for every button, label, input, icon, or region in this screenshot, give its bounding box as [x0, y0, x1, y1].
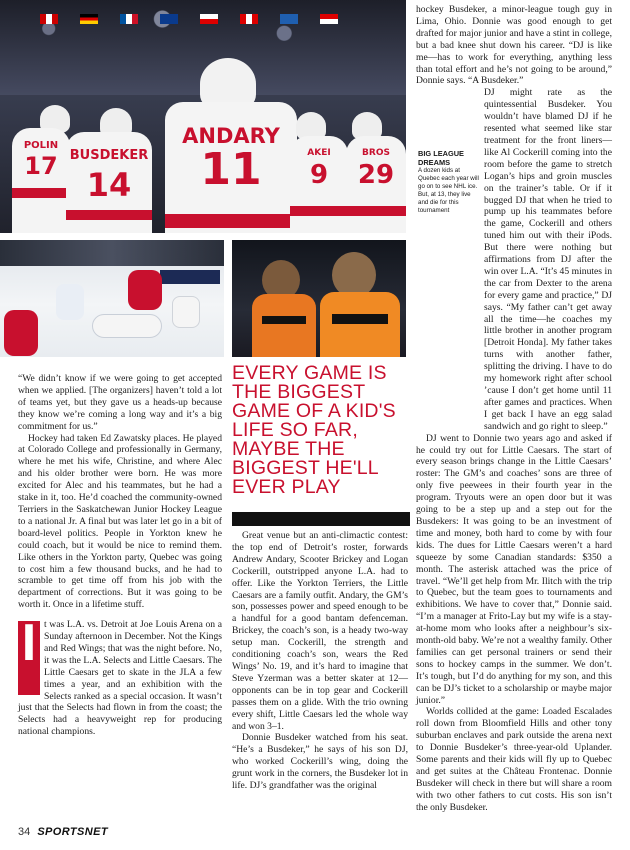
drop-cap: I	[18, 621, 40, 695]
flag-icon	[40, 14, 58, 24]
flag-icon	[240, 14, 258, 24]
flag-icon	[200, 14, 218, 24]
jersey: AKEI 9	[290, 136, 348, 233]
caption-text: A dozen kids at Quebec each year will go on to see NHL ice. But, at 13, they live and die for this tournament	[418, 167, 479, 215]
paragraph: Great venue but an anti-climactic contest: the top end of Detroit’s roster, forwards Andrew Andary, Scooter Brickey and Logan Cockerill, outstripped anyone L.A. had to offer. Like the Yorkton Terriers, the Little Caesars are a family outfit. Andary, the GM’s son, possesses power and speed enough to be a handful for a good bantam defenceman. Brickey, the coach’s son, is a heady two-way setup man. Cockerill, the strength and conditioning coach’s son, wears the Red Wings’ No. 19, and it’s hard to imagine that Steve Yzerman was a better skater at 12—opponents can be in top gear and Cockerill passes them on a glide. With the trio owning every shift, Little Caesars led the whole way and won 3–1.	[232, 530, 408, 732]
flag-icon	[120, 14, 138, 24]
flag-icon	[280, 14, 298, 24]
page-footer	[18, 826, 108, 838]
flag-icon	[160, 14, 178, 24]
pull-quote: EVERY GAME IS THE BIGGEST GAME OF A KID'S LIFE SO FAR, MAYBE THE BIGGEST HE'LL EVER PLAY	[232, 362, 396, 498]
paragraph: Worlds collided at the game: Loaded Escalades roll down from Bloomfield Hills and other tony suburban enclaves and park outside the arena next to Donnie Busdeker’s three-year-old Uplander. Some parents and their kids will fly up to Quebec and get suites at the Château Frontenac. Donnie Busdeker will check in there but will share a room with two other fathers to cut costs. His son isn’t the only Busdeker.	[416, 706, 612, 813]
paragraph: Donnie Busdeker watched from his seat. “He’s a Busdeker,” he says of his son DJ, who worked Cockerill’s wing, doing the grunt work in the corners, the Busdeker lot in life. DJ’s grandfather was the original	[232, 732, 408, 792]
flag-icon	[320, 14, 338, 24]
jersey: ANDARY 11	[165, 102, 297, 233]
jersey: BUSDEKER 14	[66, 132, 152, 233]
jersey: BROS 29	[346, 136, 406, 233]
hero-photo	[0, 0, 406, 233]
jersey: POLIN 17	[12, 128, 70, 233]
paragraph: “We didn’t know if we were going to get accepted when we applied. [The organizers] haven’t told a lot of teams yet, but they gave us a heads-up because they know we’re coming a long way and it’s a big commitment for us.”	[18, 373, 222, 432]
flag-icon	[80, 14, 98, 24]
paragraph: Hockey had taken Ed Zawatsky places. He played at Colorado College and professionally in Germany, where he met his wife, Christine, and where Alec and his older brother were born. He was more excited for Alec and his teammates, but he had a stake in it, too. He’d coached the community-owned Terriers in the Saskatchewan Junior Hockey League to a national Jr. A final but was later let go in a bit of board-level politics. People in Yorkton knew he could coach, but it would be nice to remind them. Like others in the Yorkton party, Quebec was going to cost him a few thousand bucks, and he had to scramble to get time off from his job with the department of corrections. But it was going to be worth it. Once in a lifetime stuff.	[18, 432, 222, 611]
magazine-brand: SPORTSNET	[37, 826, 108, 838]
article-column-2	[232, 530, 408, 792]
caption-heading: BIG LEAGUE DREAMS	[418, 149, 464, 167]
pull-quote-bar	[232, 512, 410, 526]
article-column-3	[416, 4, 612, 814]
paragraph: DJ went to Donnie two years ago and asked if he could try out for Little Caesars. The start of every season brings change in the Little Caesars’ roster: The GM’s and coaches’ sons are three of only five peewees in their fourth year in the program. Tryouts were an open door but it was going to be a step up and a step out for the Busdekers: It was going to be an investment of time and money, both hard to come by with four kids. The dues for Little Caesars weren’t a hard squeeze by some Canadian standards: $350 a month. The asterisk attached was the price of travel. “We’ll get help from Mr. Ilitch with the trip to Quebec, but the team goes to tournaments and exhibitions. We have to cover that,” Donnie said. “I’m a manager at Frito-Lay but my wife is a stay-at-home mom who looks after a neighbour’s six-month-old baby. We’re not a wealthy family. Other families can get personal trainers or send their sons to hockey camps in the summer. We don’t. It’s tough, but I’d do anything for my son, and this can be DJ’s ticket to a scholarship or maybe major junior.”	[416, 432, 612, 706]
game-action-photo	[0, 240, 224, 357]
article-column-1	[18, 373, 222, 738]
paragraph: I t was L.A. vs. Detroit at Joe Louis Arena on a Sunday afternoon in December. Not the Kings and Red Wings; that was the night before. No, it was the L.A. Selects and Little Caesars. The Little Caesars get to skate in the JLA a few times a year, and an exhibition with the Selects ranked as a special occasion. It wasn’t just that the Selects had flown in from the coast; the Selects had a heavyweight rep for producing national champions.	[18, 614, 222, 738]
paragraph: DJ might rate as the quintessential Busdeker. You wouldn’t have blamed DJ if he resented what seemed like star treatment for the front liners—like Al Cockerill coming into the room before the game to stretch Logan’s hips and groin muscles on the trainer’s table. Or if it bugged DJ that when he tried to pump up his teammates before the game, Cockerill and others tuned him out with their iPods. But there were nothing but affirmations from DJ after the win over L.A. “It’s 45 minutes in the car from Dexter to the arena for every game and practice,” DJ says. “My father can’t get away all the time—he coaches my little brother in another program [Detroit Honda]. My father takes turns with another father, splitting the driving. I have to do my homework right after school ’cause I don’t get home until 11 after games and practices. When I get back I have an egg salad sandwich and go right to sleep.”	[484, 87, 612, 432]
paragraph: hockey Busdeker, a minor-league tough guy in Lima, Ohio. Donnie was good enough to get drafted for major junior and have a stint in college, but a bad knee shut down his career. “DJ is like me—has to work for everything, anything less than total effort and he’s not going to be around,” Donnie says. “A Busdeker.”	[416, 4, 612, 87]
bench-photo	[232, 240, 406, 357]
page-number: 34	[18, 826, 31, 838]
